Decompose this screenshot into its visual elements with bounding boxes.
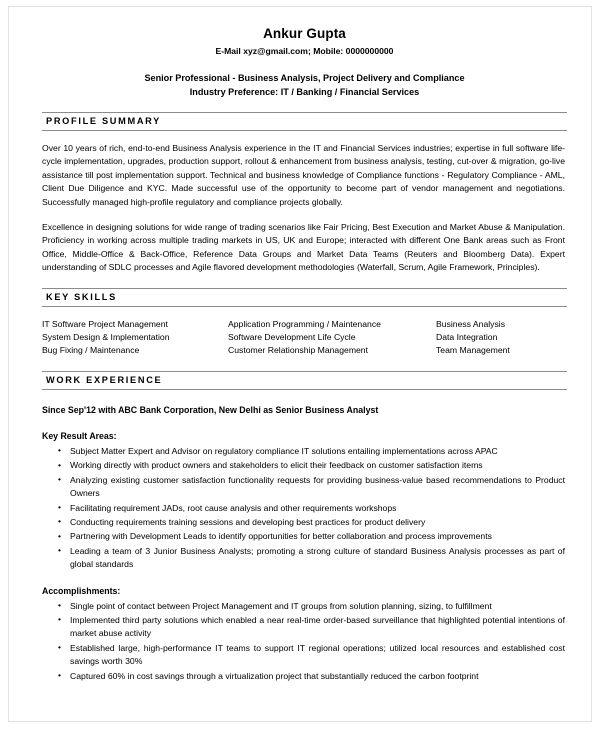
profile-summary-paragraph-1: Over 10 years of rich, end-to-end Business Analysis experience in the IT and Financial Services industries; expertise in full software life-cycle implementation, upgrades, production support, rollout & enhancement from business analysis, testing, cut-over & migration, go-live assistance till post implementation support. Technical and business knowledge of Compliance functions - Regulatory Compliance - AML, Client Due Diligence and KYC. Made successful use of the opportunity to become part of vendor management and negotiations. Successfully managed high-profile regulatory and compliance projects globally.: [42, 143, 565, 207]
list-item: • Captured 60% in cost savings through a virtualization project that substantially reduced the carbon footprint: [42, 670, 567, 683]
list-item: • Facilitating requirement JADs, root cause analysis and other requirements workshops: [42, 502, 567, 515]
accomplishments-list: [42, 600, 567, 683]
key-skill-item: Bug Fixing / Maintenance: [42, 345, 140, 356]
key-skill-item: Team Management: [436, 345, 510, 356]
key-result-areas-list: [42, 445, 567, 572]
list-item: • Conducting requirements training sessions and developing best practices for product delivery: [42, 516, 567, 529]
list-item: • Implemented third party solutions which enabled a near real-time order-based surveillance that highlighted potential intentions of market abuse activity: [42, 614, 567, 641]
candidate-name: Ankur Gupta: [263, 26, 346, 41]
section-heading-work-experience: WORK EXPERIENCE: [42, 371, 567, 390]
accomplishments-heading: Accomplishments:: [42, 585, 121, 596]
list-item: • Subject Matter Expert and Advisor on regulatory compliance IT solutions entailing implementations across APAC: [42, 445, 567, 458]
professional-headline: [42, 72, 567, 99]
headline-line-1: Senior Professional - Business Analysis, Project Delivery and Compliance: [144, 73, 465, 83]
profile-summary-paragraph-2: Excellence in designing solutions for wide range of trading scenarios like Fair Pricing, Best Execution and Market Abuse & Manipulation. Proficiency in working across multiple trading markets in US, UK and Europe; interacted with different One Bank areas such as Front Office, Middle-Office & Back-Office, Reference Data Groups and Market Data Teams (Reuters and Bloomberg Data). Expert understanding of SDLC processes and Agile flavored development methodologies (Waterfall, Scrum, Agile Framework, Principles).: [42, 222, 565, 273]
key-skill-item: System Design & Implementation: [42, 332, 170, 343]
section-heading-key-skills: KEY SKILLS: [42, 288, 567, 307]
key-skill-item: Application Programming / Maintenance: [228, 318, 381, 329]
key-skill-item: Business Analysis: [436, 318, 506, 329]
section-heading-profile-summary: PROFILE SUMMARY: [42, 112, 567, 131]
list-item: • Leading a team of 3 Junior Business Analysts; promoting a strong culture of standard Business Analysis processes as part of global standards: [42, 545, 567, 572]
list-item: • Single point of contact between Project Management and IT groups from solution planning, sizing, to fulfillment: [42, 600, 567, 613]
key-skill-item: Customer Relationship Management: [228, 345, 368, 356]
resume-content: [42, 17, 567, 683]
key-skill-item: Software Development Life Cycle: [228, 332, 356, 343]
key-skills-grid: [42, 318, 567, 358]
key-result-areas-heading: Key Result Areas:: [42, 430, 117, 441]
contact-info: E-Mail xyz@gmail.com; Mobile: 0000000000: [215, 46, 394, 56]
list-item: • Established large, high-performance IT teams to support IT regional operations; utilized local resources and established cost savings worth 30%: [42, 642, 567, 669]
job-title-line: Since Sep'12 with ABC Bank Corporation, New Delhi as Senior Business Analyst: [42, 404, 379, 415]
list-item: • Analyzing existing customer satisfaction functionality requests for providing business-value based recommendations to Product Owners: [42, 474, 567, 501]
list-item: • Working directly with product owners and stakeholders to elicit their feedback on customer satisfaction items: [42, 459, 567, 472]
headline-line-2: Industry Preference: IT / Banking / Financial Services: [189, 86, 420, 97]
key-skill-item: IT Software Project Management: [42, 318, 168, 329]
list-item: • Partnering with Development Leads to identify opportunities for better collaboration and process improvements: [42, 530, 567, 543]
key-skill-item: Data Integration: [436, 332, 498, 343]
resume-page: [8, 6, 592, 722]
